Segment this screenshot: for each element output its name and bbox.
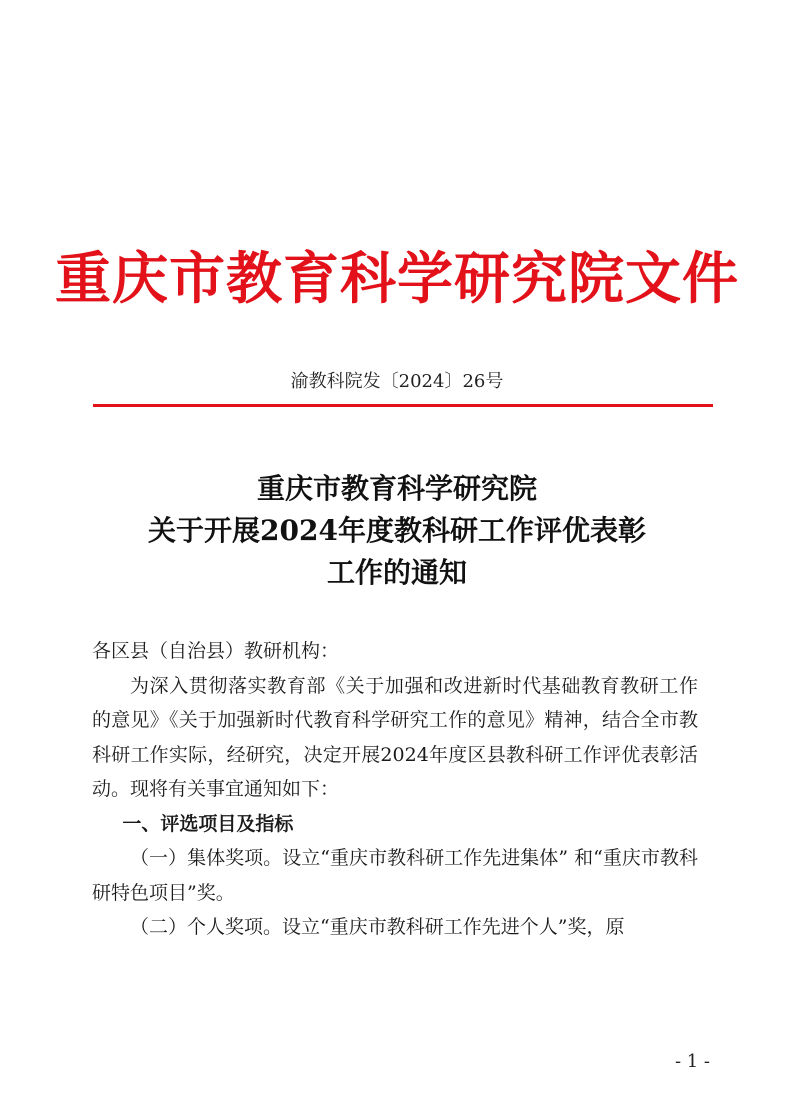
- item-text-1: 设立“重庆市教科研工作先进集体” 和“重庆市教科研特色项目”奖。: [92, 847, 698, 904]
- document-body: [92, 634, 698, 945]
- notice-title-line-2: 关于开展2024年度教科研工作评优表彰: [148, 514, 646, 547]
- item-paragraph-1: [92, 841, 698, 910]
- document-number: 渝教科院发〔2024〕26号: [290, 371, 504, 392]
- notice-title: [0, 468, 794, 594]
- document-header-title: 重庆市教育科学研究院文件: [55, 246, 739, 312]
- red-divider-line: [93, 404, 713, 407]
- notice-title-line-1: 重庆市教育科学研究院: [256, 472, 537, 505]
- item-label-1: （一）集体奖项。: [130, 847, 283, 869]
- intro-paragraph: 为深入贯彻落实教育部《关于加强和改进新时代基础教育教研工作的意见》《关于加强新时代教育科学研究工作的意见》精神，结合全市教科研工作实际，经研究，决定开展2024年度区县教科研工作评优表彰活动。现将有关事宜通知如下：: [92, 674, 698, 800]
- page-number: - 1 -: [674, 1051, 710, 1072]
- item-paragraph-2: [92, 910, 698, 945]
- item-label-2: （二）个人奖项。: [130, 916, 283, 938]
- salutation: 各区县（自治县）教研机构：: [92, 640, 340, 662]
- notice-title-line-3: 工作的通知: [326, 556, 467, 589]
- section-heading: 一、评选项目及指标: [122, 812, 294, 835]
- item-text-2: 设立“重庆市教科研工作先进个人”奖，原: [282, 916, 625, 938]
